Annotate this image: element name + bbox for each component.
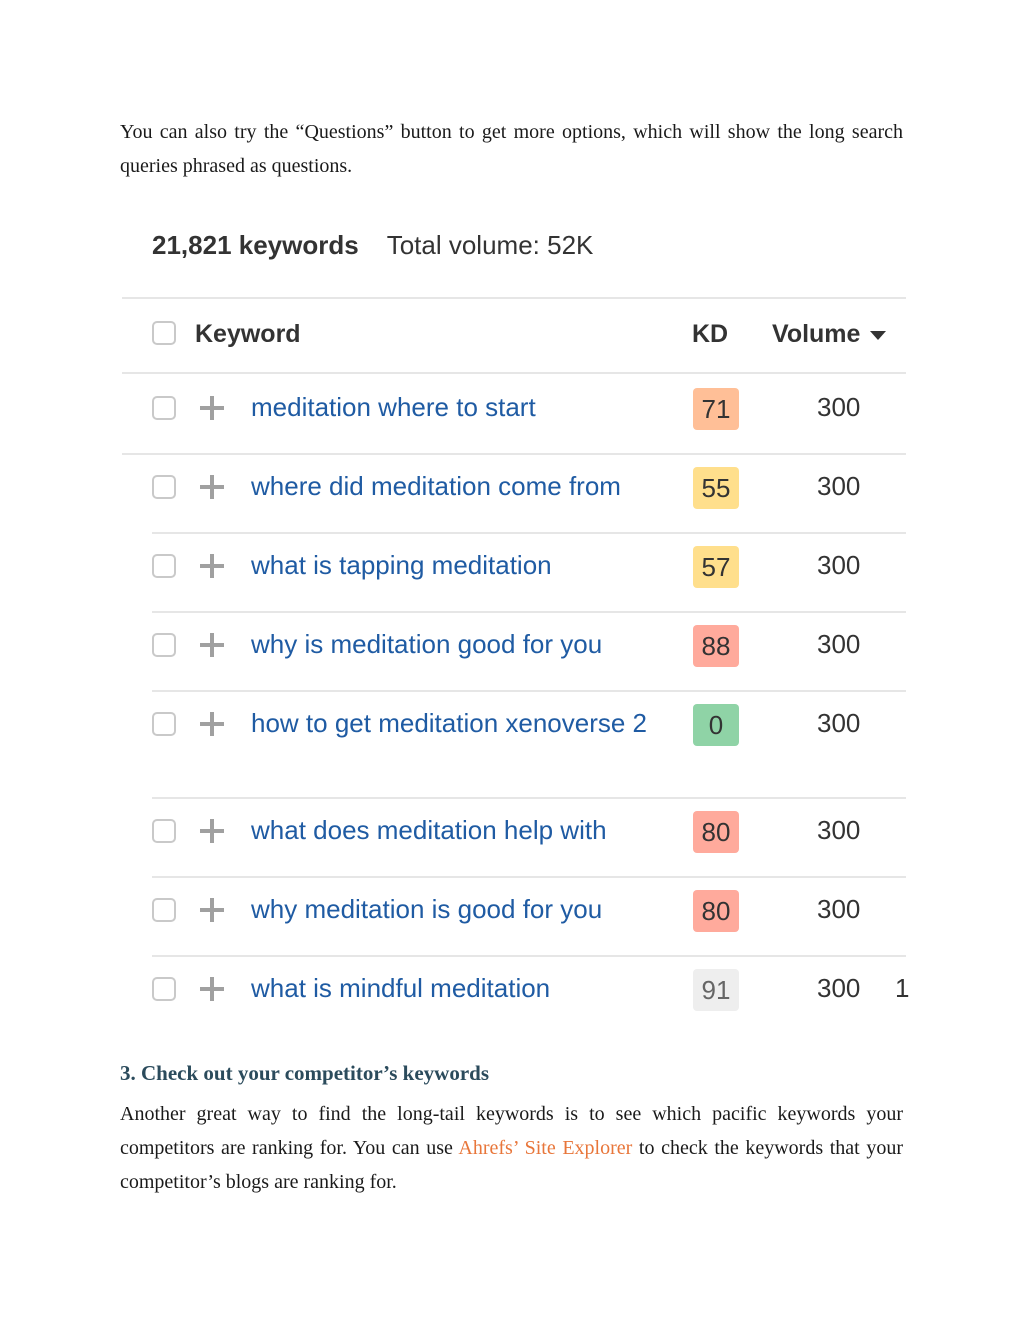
column-header-volume-label: Volume [772, 320, 861, 348]
row-checkbox[interactable] [152, 396, 176, 420]
plus-icon[interactable] [200, 396, 224, 420]
kd-badge: 55 [693, 467, 739, 509]
select-all-checkbox[interactable] [152, 321, 176, 345]
volume-value: 300 [817, 708, 861, 738]
kd-badge: 71 [693, 388, 739, 430]
table-row [152, 453, 906, 534]
table-row [152, 690, 906, 799]
kd-badge: 88 [693, 625, 739, 667]
volume-value: 300 [817, 629, 861, 659]
keyword-link[interactable]: what is tapping meditation [251, 550, 552, 580]
table-row [152, 876, 906, 957]
keyword-link[interactable]: what is mindful meditation [251, 973, 551, 1003]
keyword-table-screenshot [122, 210, 910, 1030]
volume-value: 300 [817, 550, 861, 580]
row-checkbox[interactable] [152, 712, 176, 736]
keyword-summary [152, 230, 593, 261]
keyword-link[interactable]: where did meditation come from [251, 471, 621, 501]
clipped-value: 1 [895, 973, 910, 1003]
table-row [152, 532, 906, 613]
column-header-volume[interactable] [772, 320, 886, 349]
kd-badge: 57 [693, 546, 739, 588]
total-volume: Total volume: 52K [386, 230, 594, 260]
volume-value: 300 [817, 973, 861, 1003]
keyword-link[interactable]: what does meditation help with [251, 815, 607, 845]
row-checkbox[interactable] [152, 475, 176, 499]
closing-text-end: to check the keywords that your competitor’s blogs are ranking for. [120, 1137, 903, 1193]
volume-value: 300 [817, 471, 861, 501]
volume-value: 300 [817, 894, 861, 924]
plus-icon[interactable] [200, 633, 224, 657]
sort-down-icon [870, 331, 886, 340]
table-row [152, 797, 906, 878]
plus-icon[interactable] [200, 898, 224, 922]
column-header-kd[interactable]: KD [692, 320, 729, 348]
row-checkbox[interactable] [152, 554, 176, 578]
section-heading: 3. Check out your competitor’s keywords [120, 1061, 490, 1085]
table-row [122, 374, 906, 455]
row-checkbox[interactable] [152, 819, 176, 843]
keyword-link[interactable]: why is meditation good for you [251, 629, 603, 659]
volume-value: 300 [817, 815, 861, 845]
kd-badge: 80 [693, 890, 739, 932]
plus-icon[interactable] [200, 977, 224, 1001]
row-checkbox[interactable] [152, 898, 176, 922]
row-checkbox[interactable] [152, 977, 176, 1001]
table-row [152, 611, 906, 692]
volume-value: 300 [817, 392, 861, 422]
keyword-link[interactable]: meditation where to start [251, 392, 536, 422]
kd-badge: 80 [693, 811, 739, 853]
keyword-count: 21,821 keywords [152, 230, 359, 260]
keyword-link[interactable]: how to get meditation xenoverse 2 [251, 708, 648, 738]
plus-icon[interactable] [200, 554, 224, 578]
plus-icon[interactable] [200, 712, 224, 736]
closing-text-start: Another great way to find the long-tail keywords is to see which pacific keywords your competitors are ranking for. You can use [120, 1103, 903, 1159]
table-row [152, 955, 910, 1034]
summary-divider [122, 297, 906, 299]
keyword-link[interactable]: why meditation is good for you [251, 894, 603, 924]
kd-badge: 91 [693, 969, 739, 1011]
row-checkbox[interactable] [152, 633, 176, 657]
kd-badge: 0 [693, 704, 739, 746]
plus-icon[interactable] [200, 819, 224, 843]
site-explorer-link[interactable]: Ahrefs’ Site Explorer [458, 1137, 633, 1159]
intro-paragraph: You can also try the “Questions” button to get more options, which will show the long search queries phrased as questions. [120, 121, 903, 177]
closing-paragraph [120, 1097, 903, 1199]
plus-icon[interactable] [200, 475, 224, 499]
column-header-keyword[interactable]: Keyword [195, 320, 301, 348]
